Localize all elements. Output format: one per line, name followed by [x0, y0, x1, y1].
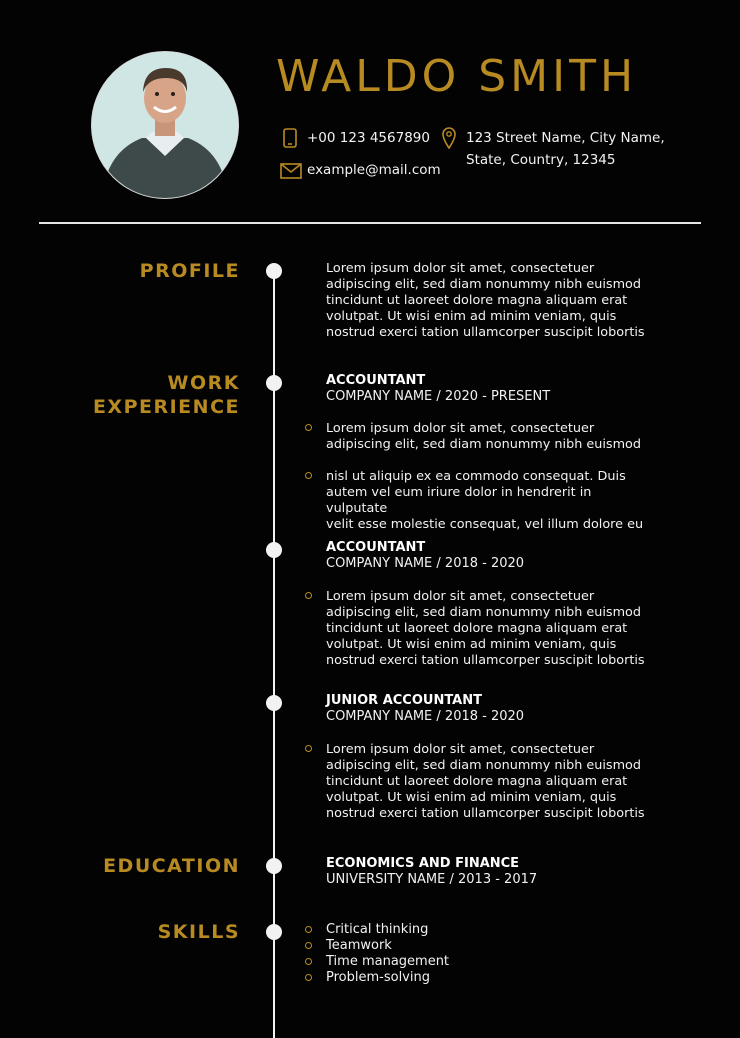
text-line: Lorem ipsum dolor sit amet, consectetuer — [326, 742, 595, 757]
job-company: COMPANY NAME / 2018 - 2020 — [326, 709, 525, 724]
timeline-dot — [266, 924, 282, 940]
text-line: nisl ut aliquip ex ea commodo consequat. Duis — [326, 469, 626, 484]
text-line: Lorem ipsum dolor sit amet, consectetuer — [326, 589, 595, 604]
job-bullet — [326, 421, 656, 453]
job-company: COMPANY NAME / 2018 - 2020 — [326, 556, 525, 571]
text-line: velit esse molestie consequat, vel illum dolore eu — [326, 517, 644, 532]
bullet-icon — [305, 958, 312, 965]
text-line: nostrud exerci tation ullamcorper suscipit lobortis — [326, 806, 645, 821]
timeline-dot — [266, 695, 282, 711]
section-title-skills: SKILLS — [157, 921, 240, 943]
text-line: nostrud exerci tation ullamcorper suscipit lobortis — [326, 653, 645, 668]
timeline-dot — [266, 375, 282, 391]
text-line: autem vel eum iriure dolor in hendrerit in vulputate — [326, 485, 592, 516]
address-line-1: 123 Street Name, City Name, — [466, 130, 665, 146]
text-line: tincidunt ut laoreet dolore magna aliquam erat — [326, 621, 628, 636]
skill-item: Problem-solving — [326, 970, 430, 985]
profile-text — [326, 261, 656, 341]
text-line: volutpat. Ut wisi enim ad minim veniam, quis — [326, 637, 617, 652]
bullet-icon — [305, 592, 312, 599]
section-title-line: EXPERIENCE — [92, 396, 240, 418]
bullet-icon — [305, 926, 312, 933]
bullet-icon — [305, 974, 312, 981]
text-line: Lorem ipsum dolor sit amet, consectetuer — [326, 421, 595, 436]
timeline-dot — [266, 542, 282, 558]
profile-photo — [91, 51, 239, 199]
bullet-icon — [305, 942, 312, 949]
job-company: COMPANY NAME / 2020 - PRESENT — [326, 389, 551, 404]
skill-item: Time management — [326, 954, 450, 969]
text-line: volutpat. Ut wisi enim ad minim veniam, quis — [326, 790, 617, 805]
section-title-line: WORK — [167, 372, 240, 394]
phone-number: +00 123 4567890 — [307, 130, 430, 146]
candidate-name: WALDO SMITH — [276, 51, 638, 102]
job-title: JUNIOR ACCOUNTANT — [326, 693, 482, 708]
text-line: tincidunt ut laoreet dolore magna aliquam erat — [326, 293, 628, 308]
text-line: Lorem ipsum dolor sit amet, consectetuer — [326, 261, 595, 276]
text-line: volutpat. Ut wisi enim ad minim veniam, quis — [326, 309, 617, 324]
text-line: adipiscing elit, sed diam nonummy nibh euismod — [326, 277, 642, 292]
section-title-education: EDUCATION — [103, 855, 240, 877]
map-pin-icon — [442, 127, 456, 153]
bullet-icon — [305, 424, 312, 431]
bullet-icon — [305, 745, 312, 752]
envelope-icon — [280, 161, 302, 183]
timeline-dot — [266, 263, 282, 279]
school-name: UNIVERSITY NAME / 2013 - 2017 — [326, 872, 538, 887]
job-bullet — [326, 742, 656, 822]
job-bullet — [326, 589, 656, 669]
text-line: adipiscing elit, sed diam nonummy nibh euismod — [326, 437, 642, 452]
email-address: example@mail.com — [307, 162, 441, 178]
text-line: tincidunt ut laoreet dolore magna aliquam erat — [326, 774, 628, 789]
section-title-profile: PROFILE — [139, 260, 240, 282]
text-line: adipiscing elit, sed diam nonummy nibh euismod — [326, 605, 642, 620]
phone-icon — [283, 128, 297, 152]
degree-title: ECONOMICS AND FINANCE — [326, 856, 520, 871]
header-divider — [39, 222, 701, 224]
timeline-dot — [266, 858, 282, 874]
skill-item: Teamwork — [326, 938, 392, 953]
address-line-2: State, Country, 12345 — [466, 152, 616, 168]
bullet-icon — [305, 472, 312, 479]
job-title: ACCOUNTANT — [326, 373, 426, 388]
job-title: ACCOUNTANT — [326, 540, 426, 555]
skill-item: Critical thinking — [326, 922, 429, 937]
section-title-work — [93, 371, 240, 419]
person-portrait — [92, 52, 238, 198]
text-line: nostrud exerci tation ullamcorper suscipit lobortis — [326, 325, 645, 340]
job-bullet — [326, 469, 656, 533]
text-line: adipiscing elit, sed diam nonummy nibh euismod — [326, 758, 642, 773]
